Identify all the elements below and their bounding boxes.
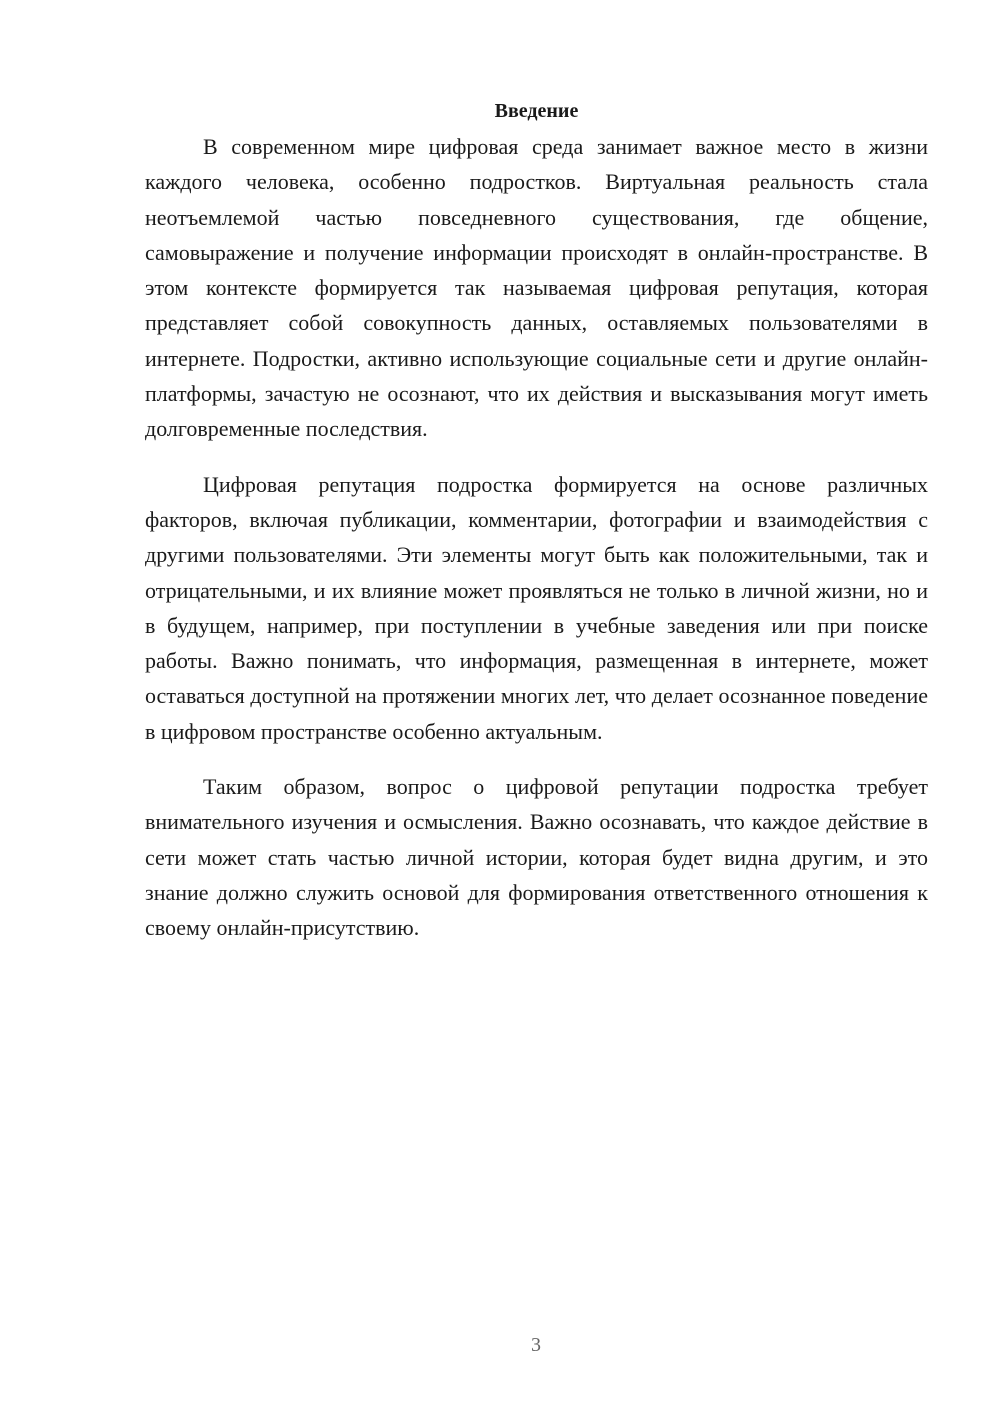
paragraph-3: Таким образом, вопрос о цифровой репутации подростка требует внимательного изучения и осмысления. Важно осознавать, что каждое действие в сети может стать частью личной истории, которая будет видна другим, и это знание должно служить основой для формирования ответственного отношения к своему онлайн-присутствию.: [145, 774, 928, 941]
paragraph-1: В современном мире цифровая среда занимает важное место в жизни каждого человека, особенно подростков. Виртуальная реальность стала неотъемлемой частью повседневного существования, где общение, самовыражение и получение информации происходят в онлайн-пространстве. В этом контексте формируется так называемая цифровая репутация, которая представляет собой совокупность данных, оставляемых пользователями в интернете. Подростки, активно использующие социальные сети и другие онлайн-платформы, зачастую не осознают, что их действия и высказывания могут иметь долговременные последствия.: [145, 134, 928, 442]
document-body: [145, 94, 928, 946]
section-title: Введение: [494, 100, 579, 122]
page-number: 3: [531, 1334, 541, 1356]
paragraph-2: Цифровая репутация подростка формируется на основе различных факторов, включая публикации, комментарии, фотографии и взаимодействия с другими пользователями. Эти элементы могут быть как положительными, так и отрицательными, и их влияние может проявляться не только в личной жизни, но и в будущем, например, при поступлении в учебные заведения или при поиске работы. Важно понимать, что информация, размещенная в интернете, может оставаться доступной на протяжении многих лет, что делает осознанное поведение в цифровом пространстве особенно актуальным.: [145, 471, 928, 744]
